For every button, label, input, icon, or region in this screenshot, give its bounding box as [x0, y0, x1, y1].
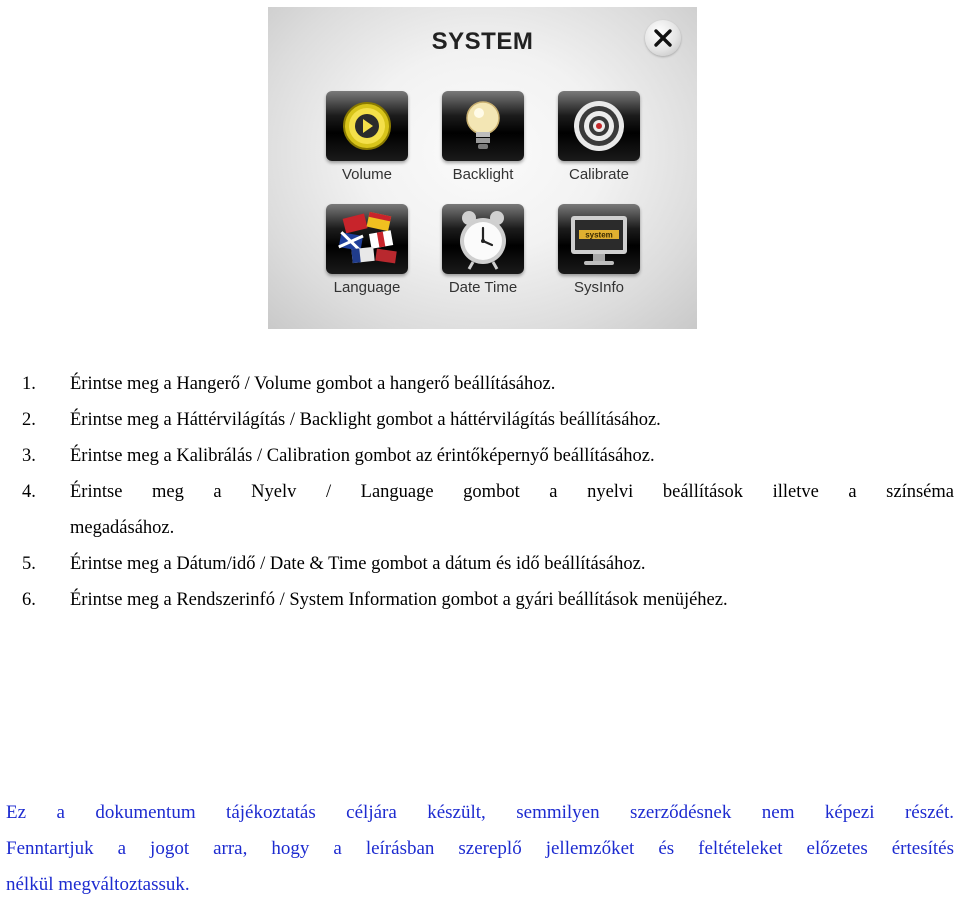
calibrate-label: Calibrate	[568, 166, 630, 183]
disclaimer-line-2: Fenntartjuk a jogot arra, hogy a leírásban szereplő jellemzőket és feltételeket előzetes értesítés	[6, 838, 954, 859]
target-icon	[558, 91, 640, 161]
list-item-number: 2.	[22, 410, 36, 430]
sysinfo-label: SysInfo	[573, 279, 625, 296]
language-label: Language	[333, 279, 401, 296]
disclaimer-line-1: Ez a dokumentum tájékoztatás céljára készült, semmilyen szerződésnek nem képezi részét.	[6, 802, 954, 823]
sysinfo-button[interactable]	[558, 204, 640, 306]
disclaimer	[6, 795, 954, 903]
list-item-number: 6.	[22, 590, 36, 610]
list-item-number: 1.	[22, 374, 36, 394]
volume-label: Volume	[341, 166, 393, 183]
flags-icon	[326, 204, 408, 274]
list-item-number: 5.	[22, 554, 36, 574]
backlight-button[interactable]	[442, 91, 524, 193]
volume-button[interactable]	[326, 91, 408, 193]
bulb-icon	[442, 91, 524, 161]
list-item-text: Érintse meg a Kalibrálás / Calibration gombot az érintőképernyő beállításához.	[70, 446, 655, 466]
list-item	[0, 582, 960, 618]
list-item	[0, 546, 960, 582]
disclaimer-line-3: nélkül megváltoztassuk.	[6, 874, 190, 895]
system-menu-screenshot	[268, 7, 697, 329]
list-item	[0, 366, 960, 402]
calibrate-button[interactable]	[558, 91, 640, 193]
list-item-text: Érintse meg a Rendszerinfó / System Information gombot a gyári beállítások menüjéhez.	[70, 590, 728, 610]
instruction-list	[0, 366, 960, 618]
list-item-text: Érintse meg a Hangerő / Volume gombot a hangerő beállításához.	[70, 374, 556, 394]
system-title: SYSTEM	[431, 28, 534, 55]
list-item-text: Érintse meg a Dátum/idő / Date & Time gombot a dátum és idő beállításához.	[70, 554, 646, 574]
backlight-label: Backlight	[452, 166, 514, 183]
list-item-text: Érintse meg a Háttérvilágítás / Backlight gombot a háttérvilágítás beállításához.	[70, 410, 661, 430]
list-item	[0, 474, 960, 546]
close-icon	[653, 28, 673, 48]
sysinfo-screen-text: system	[585, 230, 613, 240]
date-time-button[interactable]	[442, 204, 524, 306]
alarm-clock-icon	[442, 204, 524, 274]
list-item-text-continued: megadásához.	[70, 518, 175, 538]
monitor-icon	[558, 204, 640, 274]
list-item	[0, 402, 960, 438]
close-button[interactable]	[645, 20, 681, 56]
date-time-label: Date Time	[448, 279, 518, 296]
list-item-number: 4.	[22, 482, 36, 502]
list-item-number: 3.	[22, 446, 36, 466]
list-item-text: Érintse meg a Nyelv / Language gombot a nyelvi beállítások illetve a színséma	[70, 482, 954, 502]
language-button[interactable]	[326, 204, 408, 306]
volume-icon	[326, 91, 408, 161]
list-item	[0, 438, 960, 474]
